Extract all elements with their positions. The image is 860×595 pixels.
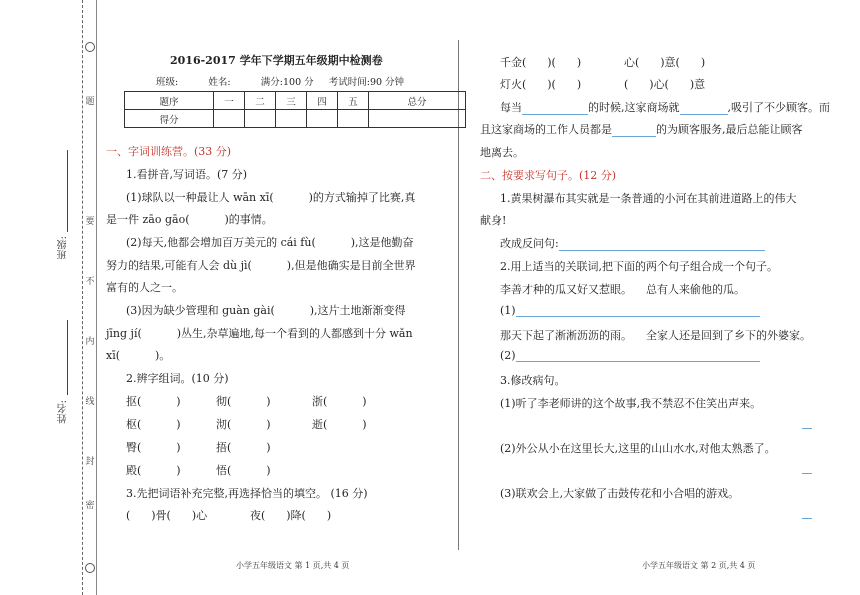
sentence-3: 3.修改病句。 — [500, 374, 566, 387]
question-1: 1.看拼音,写词语。(7 分) — [126, 168, 248, 181]
answer-line[interactable] — [516, 349, 760, 362]
score-cell[interactable] — [245, 110, 276, 128]
section-2-heading: 二、按要求写句子。(12 分) — [480, 169, 617, 182]
fill-blank[interactable] — [612, 124, 656, 137]
fill-text: 的时候,这家商场就 — [588, 101, 680, 114]
sentence-1-b: 献身! — [480, 214, 507, 227]
question-1-1-line-a: (1)球队以一种最让人 wān xī( )的方式输掉了比赛,真 — [126, 191, 416, 204]
sentence-2-a: 李善才种的瓜又好又惹眼。 总有人来偷他的瓜。 — [500, 283, 745, 296]
answer-line[interactable] — [516, 304, 760, 317]
score-header: 题序 — [125, 92, 214, 110]
sentence-1-a: 1.黄果树瀑布其实就是一条普通的小河在其前进道路上的伟大 — [500, 192, 797, 205]
name-field-line[interactable] — [67, 320, 68, 395]
sentence-3-b: (2)外公从小在这里长大,这里的山山水水,对他太熟悉了。 — [500, 442, 776, 455]
idiom-blank: ( )心( )意 — [624, 78, 706, 91]
word-pair: 捂( ) — [216, 441, 271, 454]
idiom-blank: 心( )意( ) — [624, 56, 706, 69]
question-1-3-line-b: jīng jí( )丛生,杂草遍地,每一个看到的人都感到十分 wǎn — [106, 327, 413, 340]
score-header: 一 — [214, 92, 245, 110]
class-label: 班级: — [58, 236, 69, 260]
score-table — [124, 91, 466, 128]
fill-sentence-2 — [480, 121, 803, 137]
binding-dashed-line — [82, 0, 83, 595]
fill-blank[interactable] — [522, 102, 588, 115]
question-1-2-line-c: 富有的人之一。 — [106, 281, 183, 294]
question-1-1-line-b: 是一件 zāo gāo( )的事情。 — [106, 213, 273, 226]
score-header: 三 — [276, 92, 307, 110]
binding-char: 不 — [85, 277, 95, 287]
idiom-blank: 千金( )( ) — [500, 56, 582, 69]
sentence-3-c: (3)联欢会上,大家做了击鼓传花和小合唱的游戏。 — [500, 487, 740, 500]
sentence-2-b — [500, 304, 760, 317]
question-2: 2.辨字组词。(10 分) — [126, 372, 229, 385]
section-1-heading: 一、字词训练营。(33 分) — [106, 145, 232, 158]
sentence-2: 2.用上适当的关联词,把下面的两个句子组合成一个句子。 — [500, 260, 778, 273]
word-pair: 殿( ) — [126, 464, 181, 477]
sentence-2-d — [500, 349, 760, 362]
fill-blank[interactable] — [680, 102, 728, 115]
fill-text: ,吸引了不少顾客。而 — [727, 101, 830, 114]
fill-text: 每当 — [500, 101, 522, 114]
page-footer-right: 小学五年级语文 第 2 页,共 4 页 — [642, 561, 756, 570]
score-header: 四 — [307, 92, 338, 110]
binding-char: 要 — [85, 217, 95, 227]
answer-line[interactable] — [802, 428, 812, 429]
fill-text: 的为顾客服务,最后总能让顾客 — [656, 123, 803, 136]
word-pair: 沏( ) — [216, 418, 271, 431]
question-1-3-line-a: (3)因为缺少管理和 guàn gài( ),这片土地渐渐变得 — [126, 304, 406, 317]
score-cell[interactable] — [307, 110, 338, 128]
score-cell[interactable] — [369, 110, 466, 128]
score-cell[interactable] — [338, 110, 369, 128]
binding-char: 密 — [85, 501, 95, 511]
binding-hole-icon — [85, 42, 95, 52]
prompt-text: (1) — [500, 304, 516, 317]
class-field-line[interactable] — [67, 150, 68, 232]
answer-line[interactable] — [802, 518, 812, 519]
word-pair: 逝( ) — [312, 418, 367, 431]
score-cell[interactable] — [276, 110, 307, 128]
exam-info: 班级: 姓名: 满分:100 分 考试时间:90 分钟 — [156, 77, 405, 88]
binding-char: 线 — [85, 397, 95, 407]
word-pair: 彻( ) — [216, 395, 271, 408]
sentence-3-a: (1)听了李老师讲的这个故事,我不禁忍不住笑出声来。 — [500, 397, 762, 410]
idiom-blank: ( )骨( )心 — [126, 509, 208, 522]
score-header: 总分 — [369, 92, 466, 110]
binding-char: 题 — [85, 97, 95, 107]
score-header: 二 — [245, 92, 276, 110]
question-1-2-line-a: (2)每天,他都会增加百万美元的 cái fù( ),这是他勤奋 — [126, 236, 414, 249]
prompt-text: (2) — [500, 349, 516, 362]
score-cell[interactable] — [214, 110, 245, 128]
binding-hole-icon — [85, 563, 95, 573]
sentence-2-c: 那天下起了淅淅沥沥的雨。 全家人还是回到了乡下的外婆家。 — [500, 329, 811, 342]
question-3: 3.先把词语补充完整,再选择恰当的填空。 (16 分) — [126, 487, 368, 500]
word-pair: 枢( ) — [126, 418, 181, 431]
sentence-1-c — [500, 235, 765, 251]
fill-sentence-3: 地离去。 — [480, 146, 524, 159]
word-pair: 抠( ) — [126, 395, 181, 408]
prompt-text: 改成反问句: — [500, 237, 559, 250]
binding-char: 封 — [85, 457, 95, 467]
answer-line[interactable] — [802, 473, 812, 474]
answer-line[interactable] — [559, 238, 765, 251]
binding-solid-line — [96, 0, 97, 595]
idiom-blank: 夜( )降( ) — [250, 509, 332, 522]
word-pair: 悟( ) — [216, 464, 271, 477]
word-pair: 浙( ) — [312, 395, 367, 408]
binding-char: 内 — [85, 337, 95, 347]
word-pair: 臀( ) — [126, 441, 181, 454]
idiom-blank: 灯火( )( ) — [500, 78, 582, 91]
page-footer-left: 小学五年级语文 第 1 页,共 4 页 — [236, 561, 350, 570]
question-1-2-line-b: 努力的结果,可能有人会 dù jì( ),但是他确实是目前全世界 — [106, 259, 416, 272]
name-label: 姓名: — [58, 400, 69, 424]
question-1-3-line-c: xī( )。 — [106, 349, 171, 362]
fill-sentence-1 — [500, 99, 830, 115]
fill-text: 且这家商场的工作人员都是 — [480, 123, 612, 136]
exam-title: 2016-2017 学年下学期五年级期中检测卷 — [170, 54, 383, 67]
score-row-label: 得分 — [125, 110, 214, 128]
score-header: 五 — [338, 92, 369, 110]
